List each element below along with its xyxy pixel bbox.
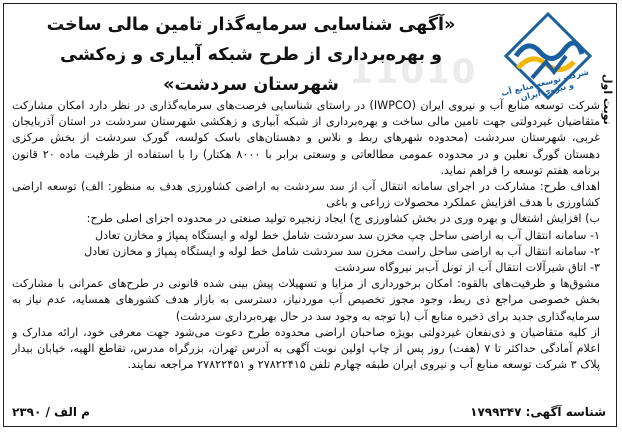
paragraph-intro: شرکت توسعه منابع آب و نیروی ایران (IWPCO) در راستای شناسایی فرصت‌های سرمایه‌گذاری در نظر دارد امکان مشارکت متقاضیان غیردولتی جهت تامین مالی ساخت و بهره‌برداری از شبکه آبیاری و زهکشی شهرستان سردشت در استان آذربایجان غربی، شهرستان سردشت (محدوده شهرهای ربط و نلاس و دهستان‌های باسک کولسه، گورک سردشت از بخش مرکزی دهستان گورگ نعلین و در محدوده عمومی مطالعاتی و وسعتی برابر با ۸۰۰۰ هکتار) را با استفاده از ظرفیت ماده ۲۰ قانون برنامه هفتم توسعه را فراهم نماید. <box>12 99 600 177</box>
paragraph-incentives: مشوق‌ها و ظرفیت‌های بالقوه: امکان برخورداری از مزایا و تسهیلات پیش بینی شده قانونی در طرح‌های عمرانی با مشارکت بخش خصوصی مراجع ذی ربط، وجود مجوز تخصیص آب موردنیاز، دسترسی به بازار هدف کشورهای همسایه، عدم نیاز به سرمایه‌گذاری جدید برای ذخیره منابع آب (با توجه به وجود سد در حال بهره‌برداری سردشت) <box>12 277 600 323</box>
ad-body <box>12 98 600 373</box>
paragraph-item-1: ۱- سامانه انتقال آب به اراضی ساحل چپ مخزن سد سردشت شامل خط لوله و ایستگاه پمپاژ و مخازن تعادل <box>95 228 600 242</box>
advertisement-frame <box>3 3 617 427</box>
paragraph-invitation: از کلیه متقاضیان و ذی‌نفعان غیردولتی بویژه صاحبان اراضی محدوده طرح دعوت می‌شود جهت معرفی خود، ارائه مدارک و اعلام آمادگی حداکثر تا ۷ (هفت) روز پس از چاپ اولین نوبت آگهی به آدرس تهران، بزرگراه مدرس، تقاطع الهیه، خیابان بیدار پلاک ۳ شرکت توسعه منابع آب و نیروی ایران طبقه چهارم تلفن ۲۷۸۲۲۴۱۵ و ۲۷۸۲۲۴۵۱ مراجعه نمایند. <box>12 325 600 372</box>
company-logo-text: شرکت توسعه منابع آب و نیروی ایران <box>500 67 590 103</box>
watermark: 11010 <box>349 52 478 92</box>
ad-footer <box>12 402 606 422</box>
ad-title <box>16 10 486 100</box>
ad-id: شناسه آگهی: ۱۷۹۹۳۴۷ <box>470 405 606 419</box>
ad-title-line2: و بهره‌برداری از طرح شبکه آبیاری و زه‌کشی شهرستان سردشت» <box>60 45 442 95</box>
ad-reference: م الف / ۲۳۹۰ <box>12 405 90 419</box>
paragraph-goals: اهداف طرح: مشارکت در اجرای سامانه انتقال آب از سد سردشت به اراضی کشاورزی هدف به منظور: الف) توسعه اراضی کشاورزی با هدف افزایش عملکرد محصولات زراعی و باغی <box>12 180 600 210</box>
paragraph-goals-b: ب) افزایش اشتغال و بهره وری در بخش کشاورزی ج) ایجاد زنجیره تولید صنعتی در محدوده اجزای اصلی طرح: <box>86 212 600 226</box>
paragraph-item-2: ۲- سامانه انتقال آب به اراضی ساحل راست مخزن سد سردشت شامل خط لوله و ایستگاه پمپاژ و مخازن تعادل <box>84 244 600 258</box>
paragraph-item-3: ۳- اتاق شیرآلات انتقال آب از تونل آب‌بر نیروگاه سردشت <box>334 261 600 275</box>
publication-round-label: نوبت اول <box>601 73 614 125</box>
ad-title-line1: «آگهی شناسایی سرمایه‌گذار تامین مالی ساخت <box>46 15 456 35</box>
